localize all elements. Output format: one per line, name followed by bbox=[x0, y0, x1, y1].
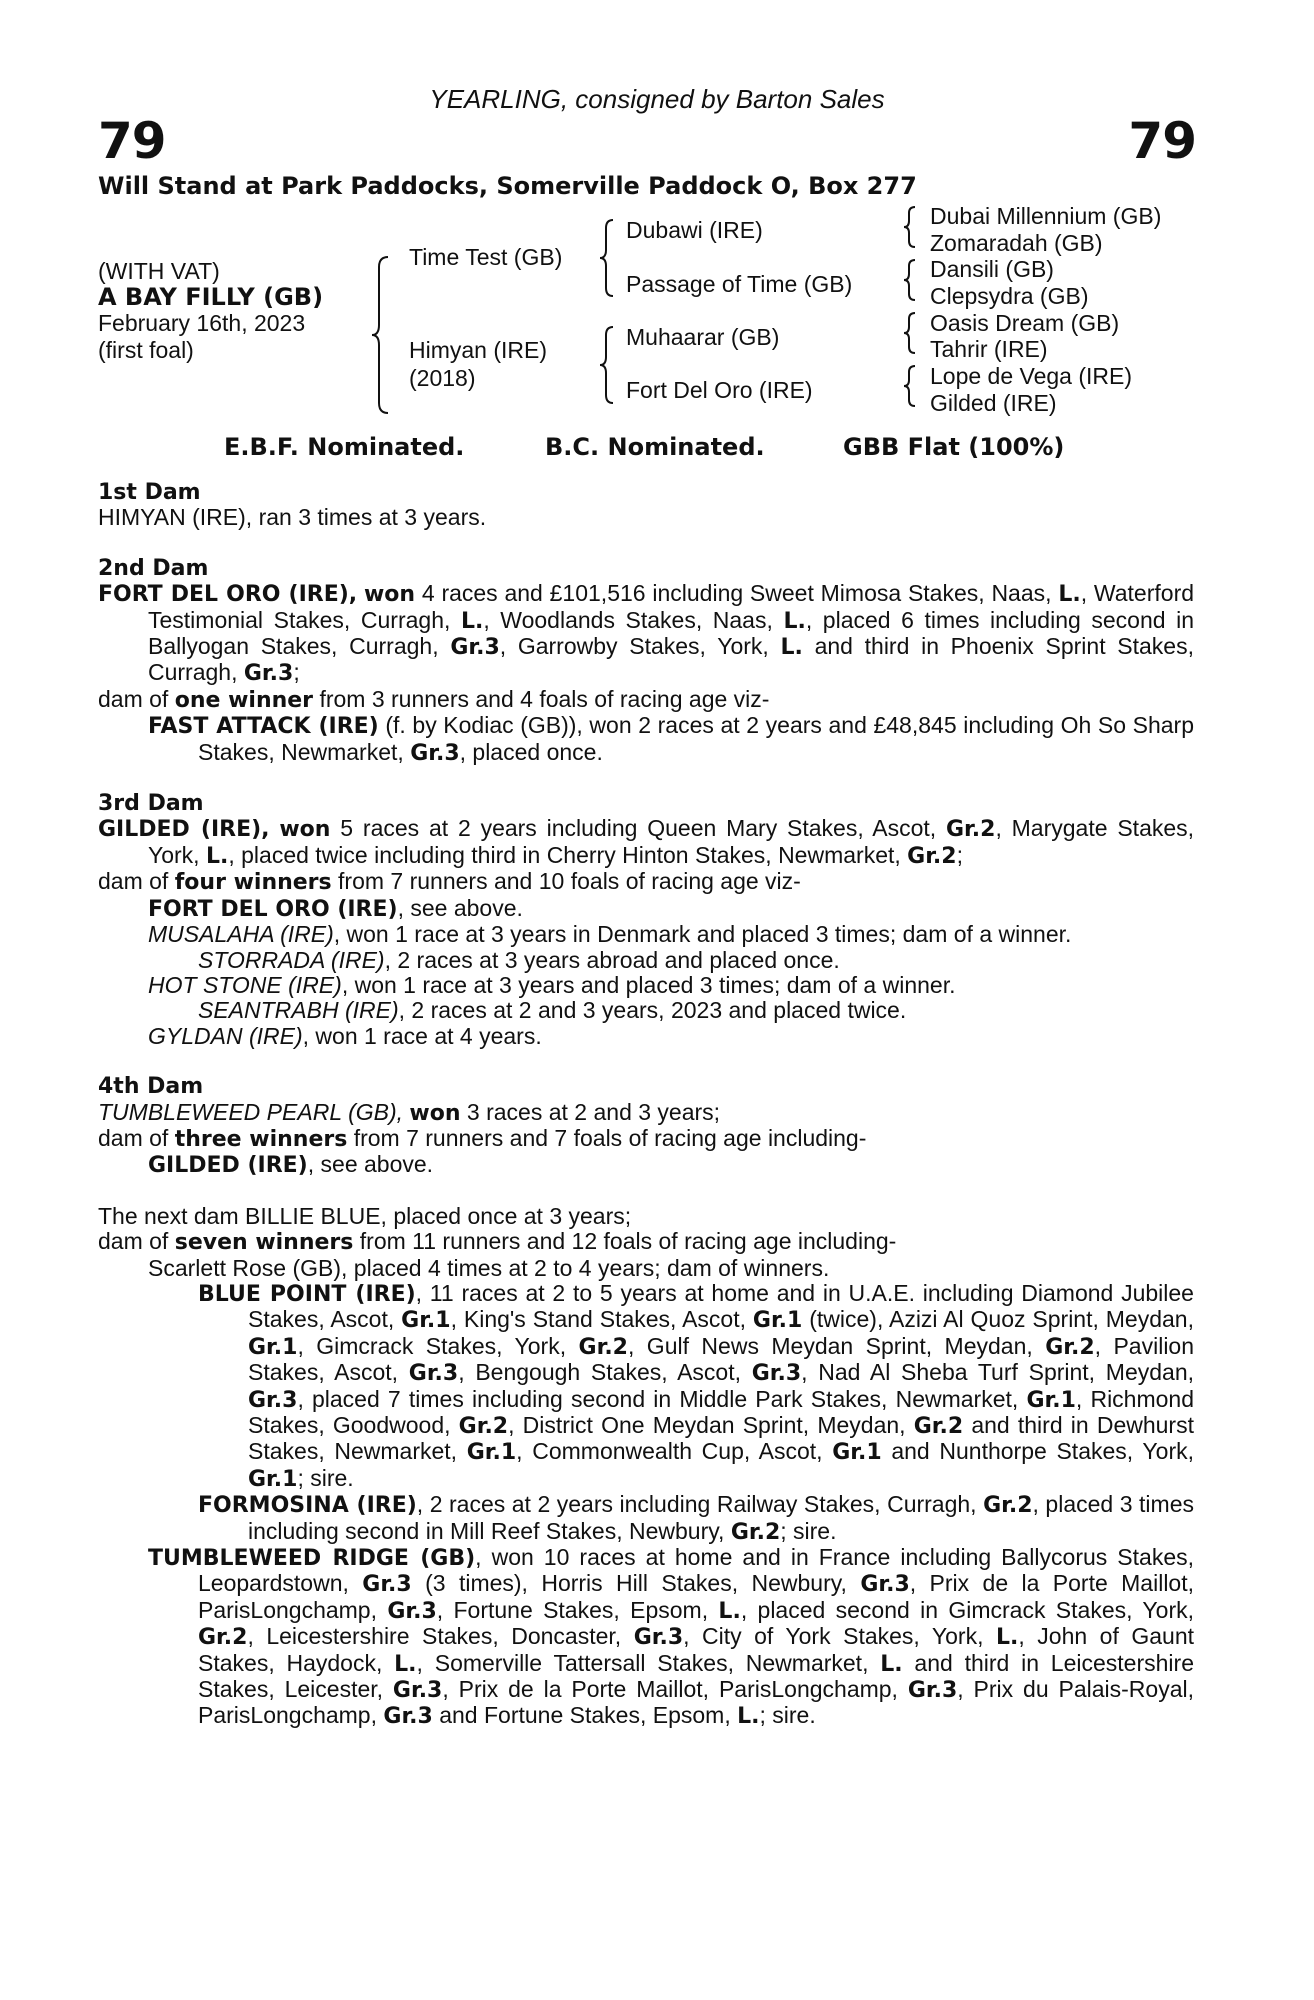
pedigree-ssd: Zomaradah (GB) bbox=[930, 230, 1103, 256]
pedigree-brace-sire bbox=[598, 218, 616, 298]
fourth-dam-section bbox=[98, 1074, 1194, 1179]
pedigree-sds: Dansili (GB) bbox=[930, 256, 1054, 282]
second-dam-produce: dam of one winner from 3 runners and 4 foals of racing age viz- bbox=[98, 685, 770, 713]
third-dam-foal-3: HOT STONE (IRE), won 1 race at 3 years and placed 3 times; dam of a winner. bbox=[148, 971, 956, 998]
scarlett-rose-line: Scarlett Rose (GB), placed 4 times at 2 to 4 years; dam of winners. bbox=[148, 1254, 830, 1281]
second-dam-name: FORT DEL ORO (IRE), bbox=[98, 582, 358, 608]
third-dam-foal-4: GYLDAN (IRE), won 1 race at 4 years. bbox=[148, 1022, 542, 1049]
fourth-dam-produce: dam of three winners from 7 runners and 7 foals of racing age including- bbox=[98, 1124, 867, 1152]
fourth-dam-heading: 4th Dam bbox=[98, 1074, 204, 1100]
gbb-nomination: GBB Flat (100%) bbox=[843, 433, 1065, 461]
pedigree-brace-dd bbox=[902, 364, 918, 408]
pedigree-dds: Lope de Vega (IRE) bbox=[930, 363, 1133, 389]
lot-number-left: 79 bbox=[98, 112, 166, 170]
second-dam-record-text: 4 races and £101,516 including Sweet Mimosa Stakes, Naas, L., Waterford Testimonial Stakes, Curragh, L., Woodlands Stakes, Naas, L., placed 6 times including second in Ballyogan Stakes, Curragh, Gr.3, Garrowby Stakes, York, L. and third in Phoenix Sprint Stakes, Curragh, Gr.3; bbox=[148, 580, 1195, 687]
third-dam-foal-2: MUSALAHA (IRE), won 1 race at 3 years in Denmark and placed 3 times; dam of a winner. bbox=[148, 921, 1072, 948]
second-dam-foal-text: (f. by Kodiac (GB)), won 2 races at 2 years and £48,845 including Oh So Sharp Stakes, Newmarket, Gr.3, placed once. bbox=[198, 712, 1195, 766]
second-dam-won: won bbox=[363, 582, 416, 608]
third-dam-section bbox=[98, 791, 1194, 1049]
pedigree-sire-dam: Passage of Time (GB) bbox=[626, 271, 853, 297]
first-dam-section bbox=[98, 480, 1194, 531]
foaling-date: February 16th, 2023 bbox=[98, 310, 306, 336]
bc-nomination: B.C. Nominated. bbox=[545, 433, 765, 461]
second-dam-foal bbox=[98, 713, 1194, 766]
pedigree-sdd: Clepsydra (GB) bbox=[930, 283, 1089, 309]
pedigree-brace-main bbox=[370, 255, 392, 415]
pedigree-sss: Dubai Millennium (GB) bbox=[930, 203, 1162, 229]
next-dam-section bbox=[98, 1204, 1194, 1730]
second-dam-foal-name: FAST ATTACK (IRE) bbox=[148, 714, 379, 740]
second-dam-heading: 2nd Dam bbox=[98, 555, 209, 581]
third-dam-produce: dam of four winners from 7 runners and 10 foals of racing age viz- bbox=[98, 868, 801, 896]
consignor-subtitle: YEARLING, consigned by Barton Sales bbox=[429, 84, 885, 114]
pedigree-sire-sire: Dubawi (IRE) bbox=[626, 217, 763, 243]
pedigree-dsd: Tahrir (IRE) bbox=[930, 336, 1048, 362]
next-dam-produce: dam of seven winners from 11 runners and 12 foals of racing age including- bbox=[98, 1228, 897, 1256]
first-dam-text: HIMYAN (IRE), ran 3 times at 3 years. bbox=[98, 504, 487, 531]
next-dam-line: The next dam BILLIE BLUE, placed once at 3 years; bbox=[98, 1202, 632, 1229]
ebf-nomination: E.B.F. Nominated. bbox=[224, 433, 465, 461]
fourth-dam-foal-1: GILDED (IRE), see above. bbox=[148, 1151, 434, 1179]
pedigree-sire: Time Test (GB) bbox=[409, 244, 563, 270]
fourth-dam-record: TUMBLEWEED PEARL (GB), won 3 races at 2 and 3 years; bbox=[98, 1098, 721, 1126]
pedigree-dam: Himyan (IRE) bbox=[409, 337, 548, 363]
third-dam-record: GILDED (IRE), won 5 races at 2 years including Queen Mary Stakes, Ascot, Gr.2, Marygate Stakes, York, L., placed twice including third in Cherry Hinton Stakes, Newmarket, Gr.2; bbox=[98, 815, 1195, 869]
pedigree-ddd: Gilded (IRE) bbox=[930, 390, 1057, 416]
third-dam-foal-2-produce: STORRADA (IRE), 2 races at 3 years abroad and placed once. bbox=[198, 946, 840, 973]
pedigree-brace-dam bbox=[598, 325, 616, 405]
tumbleweed-ridge-record: TUMBLEWEED RIDGE (GB), won 10 races at home and in France including Ballycorus Stakes, Leopardstown, Gr.3 (3 times), Horris Hill Stakes, Newbury, Gr.3, Prix de la Porte Maillot, ParisLongchamp, Gr.3, Fortune Stakes, Epsom, L., placed second in Gimcrack Stakes, York, Gr.2, Leicestershire Stakes, Doncaster, Gr.3, City of York Stakes, York, L., John of Gaunt Stakes, Haydock, L., Somerville Tattersall Stakes, Newmarket, L. and third in Leicestershire Stakes, Leicester, Gr.3, Prix de la Porte Maillot, ParisLongchamp, Gr.3, Prix du Palais-Royal, ParisLongchamp, Gr.3 and Fortune Stakes, Epsom, L.; sire. bbox=[148, 1544, 1195, 1730]
pedigree-dss: Oasis Dream (GB) bbox=[930, 310, 1120, 336]
second-dam-record bbox=[98, 581, 1194, 687]
horse-name: A BAY FILLY (GB) bbox=[98, 283, 324, 311]
blue-point-record: BLUE POINT (IRE), 11 races at 2 to 5 years at home and in U.A.E. including Diamond Jubilee Stakes, Ascot, Gr.1, King's Stand Stakes, Ascot, Gr.1 (twice), Azizi Al Quoz Sprint, Meydan, Gr.1, Gimcrack Stakes, York, Gr.2, Gulf News Meydan Sprint, Meydan, Gr.2, Pavilion Stakes, Ascot, Gr.3, Bengough Stakes, Ascot, Gr.3, Nad Al Sheba Turf Sprint, Meydan, Gr.3, placed 7 times including second in Middle Park Stakes, Newmarket, Gr.1, Richmond Stakes, Goodwood, Gr.2, District One Meydan Sprint, Meydan, Gr.2 and third in Dewhurst Stakes, Newmarket, Gr.1, Commonwealth Cup, Ascot, Gr.1 and Nunthorpe Stakes, York, Gr.1; sire. bbox=[198, 1279, 1195, 1492]
lot-number-right: 79 bbox=[1128, 112, 1196, 170]
pedigree-dam-dam: Fort Del Oro (IRE) bbox=[626, 377, 813, 403]
pedigree-brace-sd bbox=[902, 258, 918, 302]
pedigree-brace-ds bbox=[902, 311, 918, 355]
second-dam-section bbox=[98, 556, 1194, 766]
pedigree-dam-year: (2018) bbox=[409, 365, 476, 391]
third-dam-heading: 3rd Dam bbox=[98, 791, 204, 817]
foal-note: (first foal) bbox=[98, 337, 194, 363]
first-dam-heading: 1st Dam bbox=[98, 480, 201, 505]
third-dam-foal-1: FORT DEL ORO (IRE), see above. bbox=[148, 894, 523, 922]
third-dam-foal-3-produce: SEANTRABH (IRE), 2 races at 2 and 3 years, 2023 and placed twice. bbox=[198, 997, 907, 1024]
formosina-record: FORMOSINA (IRE), 2 races at 2 years including Railway Stakes, Curragh, Gr.2, placed 3 times including second in Mill Reef Stakes, Newbury, Gr.2; sire. bbox=[198, 1491, 1194, 1545]
pedigree-brace-ss bbox=[902, 205, 918, 249]
pedigree-dam-sire: Muhaarar (GB) bbox=[626, 324, 780, 350]
vat-note: (WITH VAT) bbox=[98, 258, 220, 284]
stand-location: Will Stand at Park Paddocks, Somerville Paddock O, Box 277 bbox=[98, 172, 917, 200]
pedigree-notes bbox=[98, 480, 1194, 1730]
